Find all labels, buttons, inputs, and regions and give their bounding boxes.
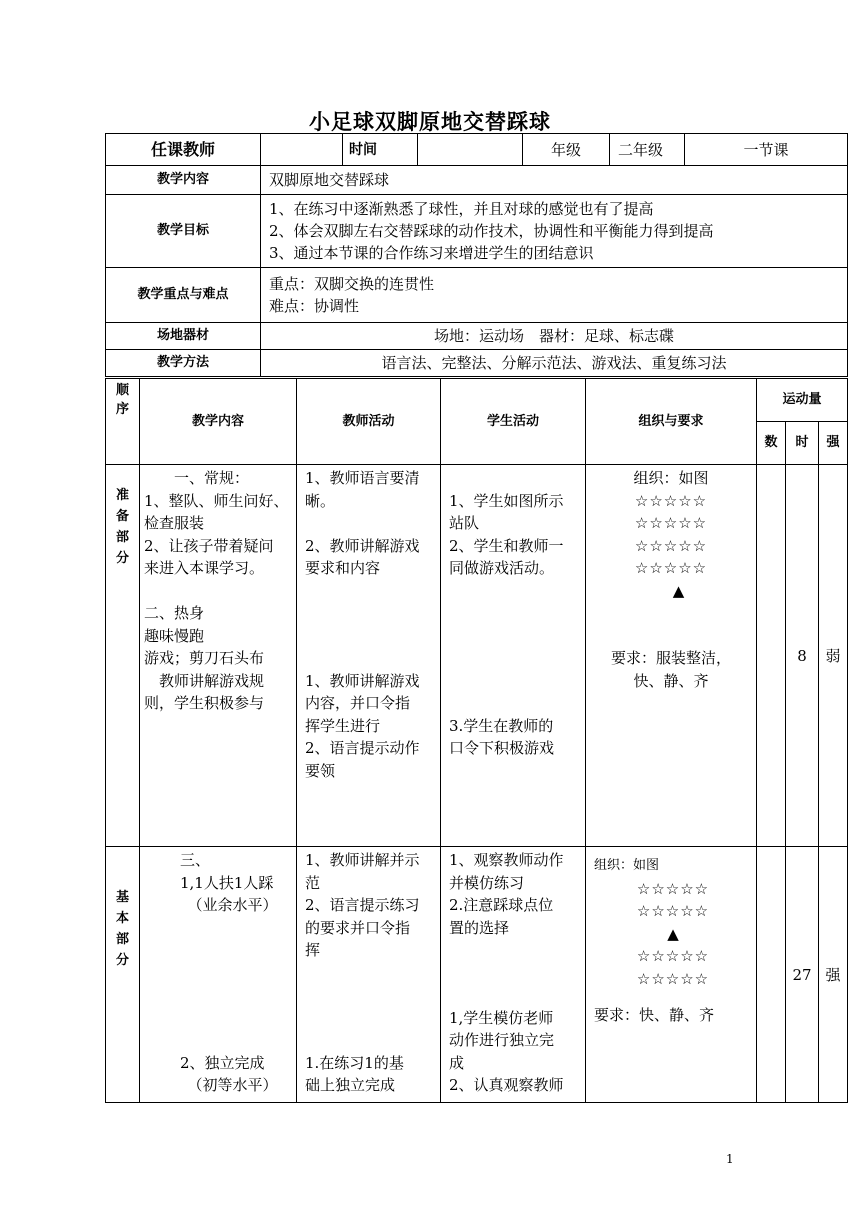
section-teacher-activity xyxy=(297,847,441,1103)
student-line: 站队 xyxy=(449,514,480,532)
teacher-label: 任课教师 xyxy=(106,134,261,166)
teacher-line: 1.在练习1的基 xyxy=(305,1053,404,1072)
content-line xyxy=(180,984,292,1007)
teacher-value xyxy=(261,134,343,166)
section-name xyxy=(106,465,140,847)
keypoint-item: 重点：双脚交换的连贯性 xyxy=(269,275,435,293)
formation-row: ☆☆☆☆☆ xyxy=(634,491,708,510)
content-line: 2、独立完成 xyxy=(180,1053,265,1072)
section-intensity: 弱 xyxy=(819,465,848,847)
section-student-activity xyxy=(441,465,586,847)
section-time: 8 xyxy=(786,465,819,847)
page-title: 小足球双脚原地交替踩球 xyxy=(309,110,551,134)
keypoints-label: 教学重点与难点 xyxy=(106,268,261,323)
content-line: 检查服装 xyxy=(144,514,205,532)
content-value: 双脚原地交替踩球 xyxy=(261,166,848,195)
org-requirement: 快、静、齐 xyxy=(633,671,709,690)
content-line xyxy=(180,1029,292,1052)
teacher-line: 2、语言提示练习 xyxy=(305,896,420,914)
teacher-line: 2、语言提示动作 xyxy=(305,739,420,757)
teacher-line: 晰。 xyxy=(305,491,336,510)
student-line: 动作进行独立完 xyxy=(449,1031,555,1049)
section-time: 27 xyxy=(786,847,819,1103)
section-content xyxy=(140,465,297,847)
teacher-line xyxy=(305,512,436,535)
time-label: 时间 xyxy=(343,134,418,166)
org-line xyxy=(590,625,752,648)
student-line: 置的选择 xyxy=(449,918,510,937)
method-label: 教学方法 xyxy=(106,350,261,377)
org-requirement: 要求：服装整洁， xyxy=(610,649,731,667)
teacher-line: 础上独立完成 xyxy=(305,1076,396,1094)
student-line xyxy=(449,692,581,715)
intensity-header: 强 xyxy=(819,422,848,465)
load-header: 运动量 xyxy=(757,379,848,422)
org-line: 组织：如图 xyxy=(594,858,660,873)
content-line xyxy=(180,917,292,940)
order-header xyxy=(106,379,140,465)
section-teacher-activity xyxy=(297,465,441,847)
section-intensity: 强 xyxy=(819,847,848,1103)
goal-item: 3、通过本节课的合作练习来增进学生的团结意识 xyxy=(269,244,594,262)
content-line: 2、让孩子带着疑问 xyxy=(144,536,274,555)
teacher-line: 1、教师讲解并示 xyxy=(305,851,420,869)
keypoint-item: 难点：协调性 xyxy=(269,297,360,315)
student-activity-header: 学生活动 xyxy=(441,379,586,465)
org-line: 组织：如图 xyxy=(633,469,709,487)
student-line: 口令下积极游戏 xyxy=(449,739,555,757)
section-content xyxy=(140,847,297,1103)
teacher-line xyxy=(305,580,436,603)
teacher-activity-header: 教师活动 xyxy=(297,379,441,465)
teacher-marker: ▲ xyxy=(657,581,685,600)
section-organization xyxy=(586,465,757,847)
student-line xyxy=(449,625,581,648)
student-line: 1、学生如图所示 xyxy=(449,491,564,510)
teacher-line: 挥 xyxy=(305,941,321,959)
student-line: 并模仿练习 xyxy=(449,873,525,892)
content-line: 一、常规： xyxy=(144,469,250,487)
student-line xyxy=(449,647,581,670)
goal-item: 1、在练习中逐渐熟悉了球性，并且对球的感觉也有了提高 xyxy=(269,200,654,218)
section-name xyxy=(106,847,140,1103)
formation-row: ☆☆☆☆☆ xyxy=(634,514,708,532)
order-header-text: 顺序 xyxy=(116,383,130,417)
content-line: 游戏；剪刀石头布 xyxy=(144,649,265,667)
formation-row: ☆☆☆☆☆ xyxy=(636,947,710,965)
formation-row: ☆☆☆☆☆ xyxy=(636,969,710,988)
count-header: 数 xyxy=(757,422,786,465)
teacher-line: 范 xyxy=(305,873,321,892)
lesson-info-table xyxy=(105,133,848,377)
content-header: 教学内容 xyxy=(140,379,297,465)
org-requirement: 要求：快、静、齐 xyxy=(594,1006,715,1024)
content-line: （初等水平） xyxy=(180,1076,278,1094)
formation-row: ☆☆☆☆☆ xyxy=(636,902,710,920)
method-value: 语言法、完整法、分解示范法、游戏法、重复练习法 xyxy=(261,350,848,377)
section-row-basic xyxy=(106,847,848,1103)
content-line: 则，学生积极参与 xyxy=(144,694,265,712)
content-line xyxy=(180,962,292,985)
content-line: 1,1人扶1人踩 xyxy=(180,873,274,892)
content-line: 教师讲解游戏规 xyxy=(144,671,265,690)
student-line: 成 xyxy=(449,1053,465,1072)
teacher-line xyxy=(305,647,436,670)
keypoints-list xyxy=(261,268,848,323)
time-value xyxy=(418,134,523,166)
teacher-marker: ▲ xyxy=(667,924,679,943)
teacher-line: 1、教师语言要清 xyxy=(305,469,420,487)
section-name-text: 准备部分 xyxy=(115,488,129,566)
page-number: 1 xyxy=(726,1152,734,1166)
goal-item: 2、体会双脚左右交替踩球的动作技术，协调性和平衡能力得到提高 xyxy=(269,222,714,240)
equipment-value: 场地：运动场 器材：足球、标志碟 xyxy=(261,323,848,350)
grade-value: 二年级 xyxy=(610,134,685,166)
content-line: 二、热身 xyxy=(144,604,205,622)
section-organization xyxy=(586,847,757,1103)
content-line: 1、整队、师生问好、 xyxy=(144,491,289,510)
student-line: 1,学生模仿老师 xyxy=(449,1008,554,1027)
teacher-line: 要领 xyxy=(305,761,336,780)
section-student-activity xyxy=(441,847,586,1103)
student-line: 2、学生和教师一 xyxy=(449,536,564,555)
section-name-text: 基本部分 xyxy=(115,890,129,968)
student-line xyxy=(449,580,581,603)
student-line: 2、认真观察教师 xyxy=(449,1076,564,1094)
teacher-line: 要求和内容 xyxy=(305,559,381,577)
student-line xyxy=(449,984,581,1007)
section-row-preparation xyxy=(106,465,848,847)
organization-header: 组织与要求 xyxy=(586,379,757,465)
content-line: （业余水平） xyxy=(180,896,278,914)
content-line xyxy=(180,939,292,962)
student-line: 1、观察教师动作 xyxy=(449,851,564,869)
equipment-label: 场地器材 xyxy=(106,323,261,350)
teacher-line xyxy=(305,1007,436,1030)
formation-row: ☆☆☆☆☆ xyxy=(634,559,708,577)
formation-row: ☆☆☆☆☆ xyxy=(636,879,710,898)
student-line xyxy=(449,670,581,693)
content-line xyxy=(180,1007,292,1030)
time-header: 时 xyxy=(786,422,819,465)
formation-row: ☆☆☆☆☆ xyxy=(634,536,708,555)
content-line: 趣味慢跑 xyxy=(144,626,205,645)
content-label: 教学内容 xyxy=(106,166,261,195)
teacher-line xyxy=(305,962,436,985)
goals-list xyxy=(261,195,848,268)
teacher-line: 内容，并口令指 xyxy=(305,694,411,712)
section-count xyxy=(757,847,786,1103)
student-line xyxy=(449,467,581,490)
student-line xyxy=(449,962,581,985)
student-line: 3.学生在教师的 xyxy=(449,716,554,735)
teacher-line: 1、教师讲解游戏 xyxy=(305,671,420,690)
student-line: 2.注意踩球点位 xyxy=(449,896,554,914)
student-line: 同做游戏活动。 xyxy=(449,559,555,577)
teacher-line: 的要求并口令指 xyxy=(305,918,411,937)
teacher-line xyxy=(305,1029,436,1052)
teacher-line: 2、教师讲解游戏 xyxy=(305,536,420,555)
lesson-process-table xyxy=(105,378,848,1103)
content-line: 来进入本课学习。 xyxy=(144,559,265,577)
teacher-line xyxy=(305,625,436,648)
teacher-line xyxy=(305,984,436,1007)
teacher-line: 挥学生进行 xyxy=(305,716,381,735)
student-line xyxy=(449,602,581,625)
lesson-value: 一节课 xyxy=(685,134,848,166)
teacher-line xyxy=(305,602,436,625)
student-line xyxy=(449,939,581,962)
goals-label: 教学目标 xyxy=(106,195,261,268)
org-line xyxy=(590,602,752,625)
content-line: 三、 xyxy=(180,851,211,869)
section-count xyxy=(757,465,786,847)
grade-label: 年级 xyxy=(523,134,610,166)
content-line xyxy=(144,580,292,603)
